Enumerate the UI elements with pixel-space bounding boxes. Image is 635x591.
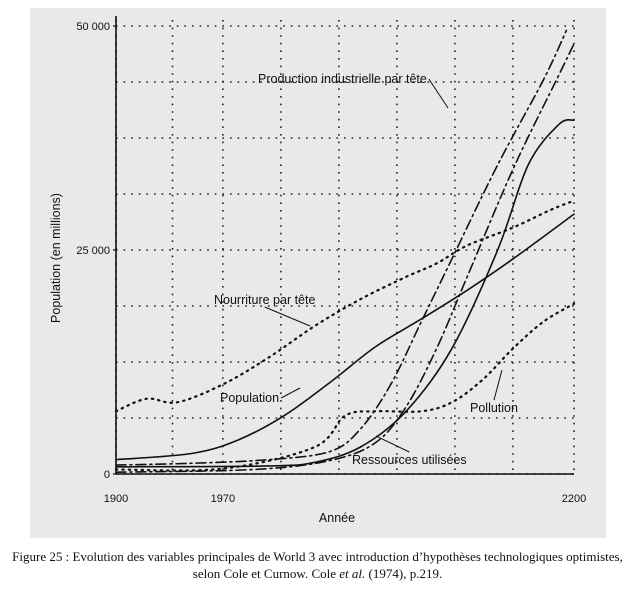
annotation-label: Ressources utilisées [352,453,467,467]
annotation-leader [429,79,448,108]
caption-suffix: (1974), p.219. [365,566,443,581]
annotation-leader [494,370,502,400]
annotation-label: Production industrielle par tête [258,72,427,86]
x-tick-label: 1970 [210,493,236,505]
y-tick-label: 25 000 [76,245,110,257]
x-axis-title: Année [318,511,356,525]
y-axis-title: Population (en millions) [49,193,63,323]
x-tick-label: 1900 [103,493,129,505]
series-line-2 [116,214,574,460]
annotation-label: Pollution [470,401,518,415]
caption-prefix: Figure 25 : Evolution des variables principales de World 3 avec introduction d’hypothèses technologiques optimistes, selon Cole et Curnow. Cole [12,549,623,581]
chart-scan [30,8,606,538]
annotation-leader [376,436,409,452]
y-tick-label: 0 [103,469,110,481]
chart [30,8,606,538]
annotation-leader [265,307,310,326]
x-tick-label: 2200 [561,493,587,505]
y-tick-label: 50 000 [76,21,110,33]
caption-etal: et al. [339,566,366,581]
annotation-leader [281,388,300,398]
series-line-3 [116,304,574,471]
figure-caption [0,548,635,582]
annotations [214,72,518,467]
annotation-label: Population [220,391,280,405]
annotation-label: Nourriture par tête [214,293,316,307]
